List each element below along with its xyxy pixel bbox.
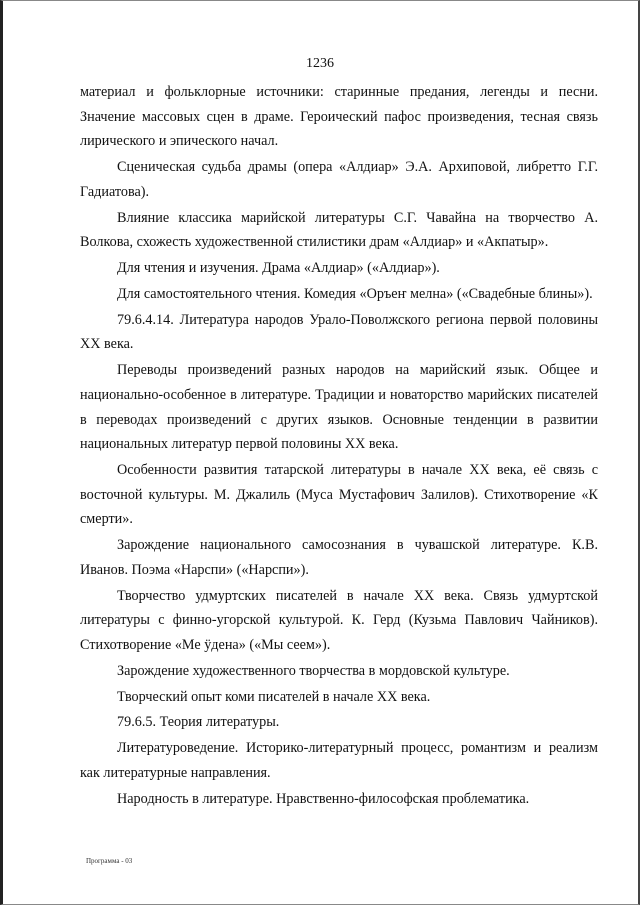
paragraph: Сценическая судьба драмы (опера «Алдиар» Э.А. Архиповой, либретто Г.Г. Гадиатова). bbox=[80, 159, 598, 200]
paragraph: Особенности развития татарской литературы в начале XX века, её связь с восточной культуры. М. Джалиль (Муса Мустафович Залилов). Стихотворение «К смерти». bbox=[80, 461, 598, 528]
paragraph: Литературоведение. Историко-литературный процесс, романтизм и реализм как литературные направления. bbox=[80, 740, 598, 781]
paragraph: Творчество удмуртских писателей в начале XX века. Связь удмуртской литературы с финно-угорской культурой. К. Герд (Кузьма Павлович Чайников). Стихотворение «Ме ӱдена» («Мы сеем»). bbox=[80, 587, 598, 653]
paragraph: Переводы произведений разных народов на марийский язык. Общее и национально-особенное в литературе. Традиции и новаторство марийских писателей в переводах произведений с других языков. Основные тенденции в развитии национальных литератур первой половины XX века. bbox=[80, 362, 598, 453]
paragraph: Зарождение национального самосознания в чувашской литературе. К.В. Иванов. Поэма «Нарспи» («Нарспи»). bbox=[80, 537, 598, 578]
paragraph: 79.6.5. Теория литературы. bbox=[117, 714, 280, 731]
paragraph: Влияние классика марийской литературы С.Г. Чавайна на творчество А. Волкова, схожесть художественной стилистики драм «Алдиар» и «Акпатыр». bbox=[80, 209, 598, 251]
paragraph: Зарождение художественного творчества в мордовской культуре. bbox=[117, 662, 510, 679]
paragraph: 79.6.4.14. Литература народов Урало-Поволжского региона первой половины XX века. bbox=[80, 311, 598, 353]
paragraph: материал и фольклорные источники: старинные предания, легенды и песни. Значение массовых сцен в драме. Героический пафос произведения, тесная связь лирического и эпического начал. bbox=[80, 84, 598, 150]
page-number: 1236 bbox=[306, 56, 334, 71]
paragraph: Творческий опыт коми писателей в начале XX века. bbox=[117, 688, 431, 705]
paragraph: Для чтения и изучения. Драма «Алдиар» («Алдиар»). bbox=[117, 260, 440, 277]
document-body bbox=[80, 80, 598, 813]
paragraph: Для самостоятельного чтения. Комедия «Оръеҥ мелна» («Свадебные блины»). bbox=[117, 285, 593, 302]
footer-label: Программа - 03 bbox=[86, 857, 133, 865]
paragraph: Народность в литературе. Нравственно-философская проблематика. bbox=[117, 790, 530, 807]
